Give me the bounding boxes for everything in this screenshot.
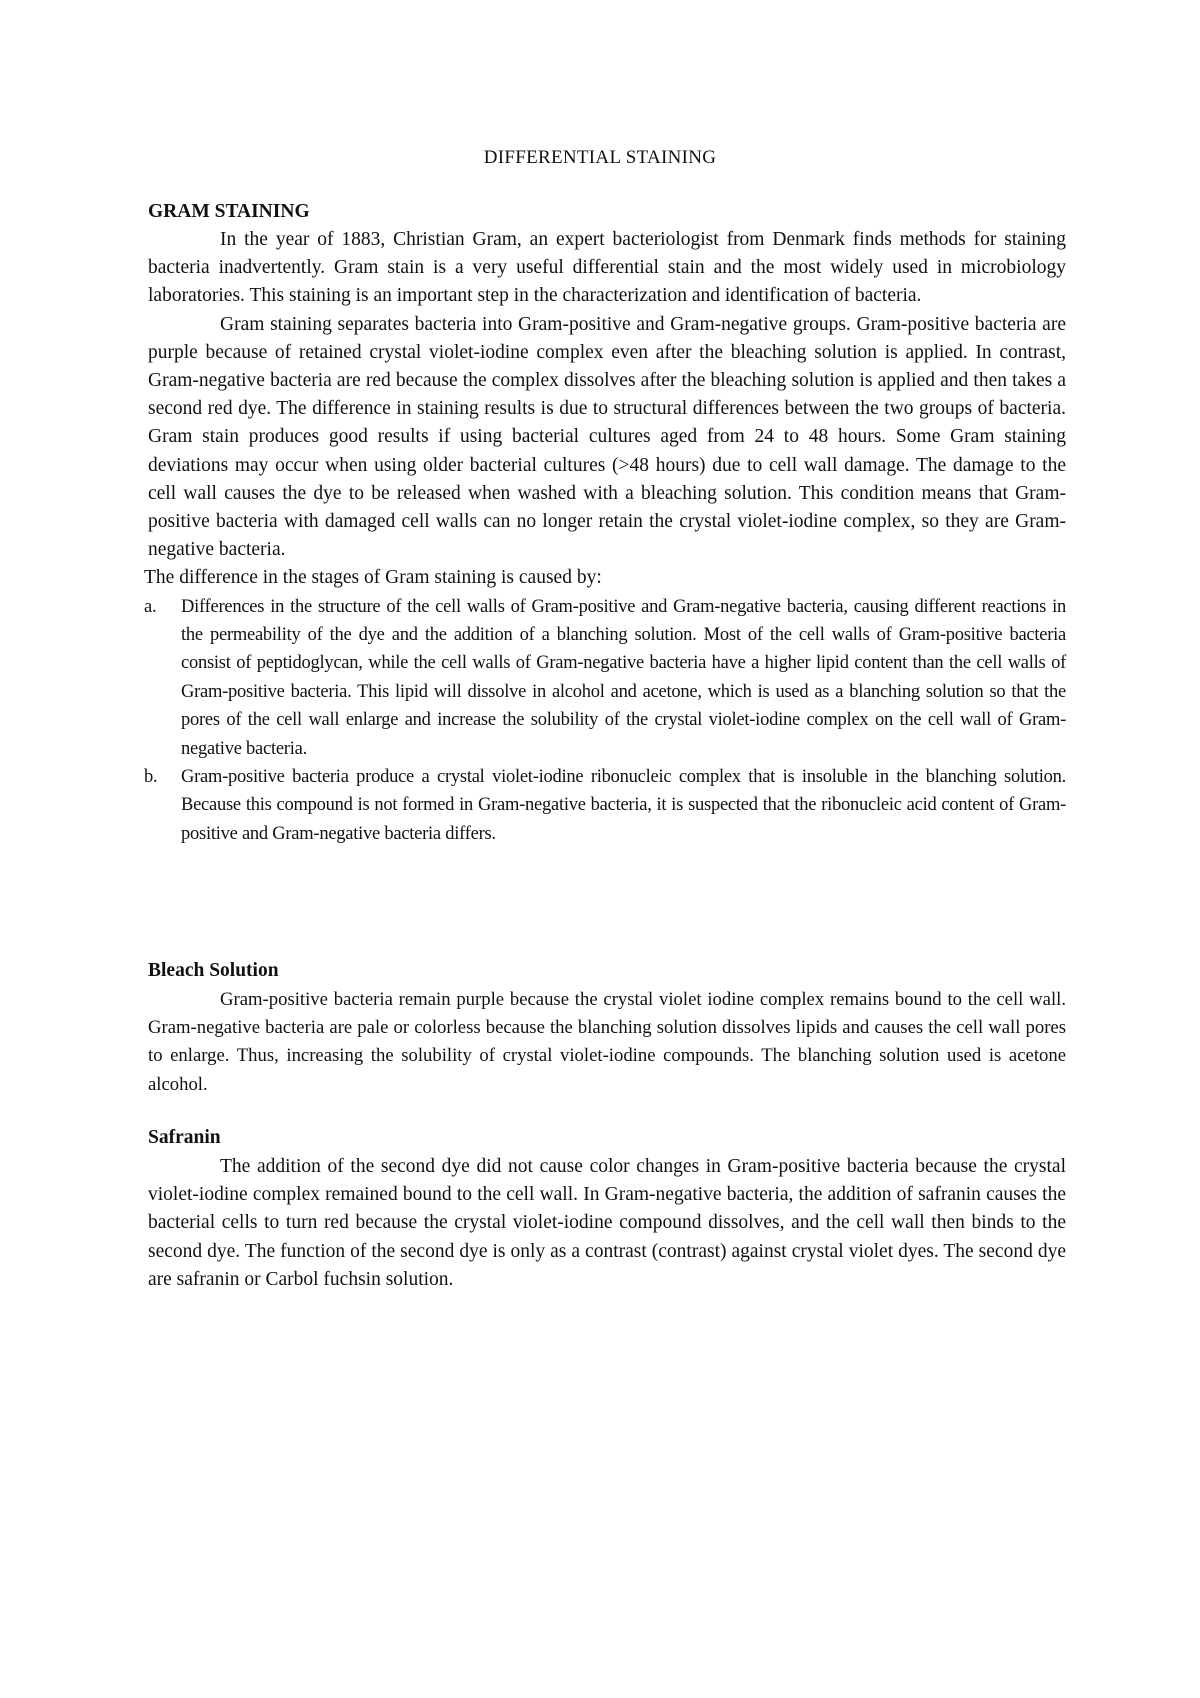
list-item-text: Differences in the structure of the cell walls of Gram-positive and Gram-negative bacteria, causing different reactions in the permeability of the dye and the addition of a blanching solution. Most of the cell walls of Gram-positive bacteria consist of peptidoglycan, while the cell walls of Gram-negative bacteria have a higher lipid content than the cell walls of Gram-positive bacteria. This lipid will dissolve in alcohol and acetone, which is used as a blanching solution so that the pores of the cell wall enlarge and increase the solubility of the crystal violet-iodine complex on the cell wall of Gram-negative bacteria. — [181, 596, 1066, 759]
section-heading-bleach-solution: Bleach Solution — [148, 960, 279, 981]
list-item — [144, 593, 1066, 763]
paragraph-safranin: The addition of the second dye did not cause color changes in Gram-positive bacteria because the crystal violet-iodine complex remained bound to the cell wall. In Gram-negative bacteria, the addition of safranin causes the bacterial cells to turn red because the crystal violet-iodine compound dissolves, and the cell wall then binds to the second dye. The function of the second dye is only as a contrast (contrast) against crystal violet dyes. The second dye are safranin or Carbol fuchsin solution. — [148, 1156, 1066, 1290]
cause-list — [144, 593, 1066, 849]
document-title: DIFFERENTIAL STAINING — [483, 147, 717, 168]
paragraph-bleach-solution: Gram-positive bacteria remain purple because the crystal violet iodine complex remains bound to the cell wall. Gram-negative bacteria are pale or colorless because the blanching solution dissolves lipids and causes the cell wall pores to enlarge. Thus, increasing the solubility of crystal violet-iodine compounds. The blanching solution used is acetone alcohol. — [148, 989, 1066, 1095]
list-intro: The difference in the stages of Gram staining is caused by: — [144, 567, 602, 589]
list-marker: b. — [144, 767, 158, 788]
list-item-text: Gram-positive bacteria produce a crystal violet-iodine ribonucleic complex that is insoluble in the blanching solution. Because this compound is not formed in Gram-negative bacteria, it is suspected that the ribonucleic acid content of Gram-positive and Gram-negative bacteria differs. — [181, 767, 1066, 844]
section-gram-staining — [144, 198, 1066, 848]
section-heading-gram-staining: GRAM STAINING — [148, 201, 310, 222]
section-safranin — [148, 1124, 1066, 1294]
list-marker: a. — [144, 596, 157, 617]
section-heading-safranin: Safranin — [148, 1127, 221, 1148]
paragraph-gram-groups: Gram staining separates bacteria into Gram-positive and Gram-negative groups. Gram-positive bacteria are purple because of retained crystal violet-iodine complex even after the bleaching solution is applied. In contrast, Gram-negative bacteria are red because the complex dissolves after the bleaching solution is applied and then takes a second red dye. The difference in staining results is due to structural differences between the two groups of bacteria. Gram stain produces good results if using bacterial cultures aged from 24 to 48 hours. Some Gram staining deviations may occur when using older bacterial cultures (>48 hours) due to cell wall damage. The damage to the cell wall causes the dye to be released when washed with a bleaching solution. This condition means that Gram-positive bacteria with damaged cell walls can no longer retain the crystal violet-iodine complex, so they are Gram-negative bacteria. — [148, 313, 1066, 561]
section-bleach-solution — [148, 957, 1066, 1099]
list-item — [144, 763, 1066, 848]
paragraph-gram-history: In the year of 1883, Christian Gram, an expert bacteriologist from Denmark finds methods for staining bacteria inadvertently. Gram stain is a very useful differential stain and the most widely used in microbiology laboratories. This staining is an important step in the characterization and identification of bacteria. — [148, 229, 1066, 307]
